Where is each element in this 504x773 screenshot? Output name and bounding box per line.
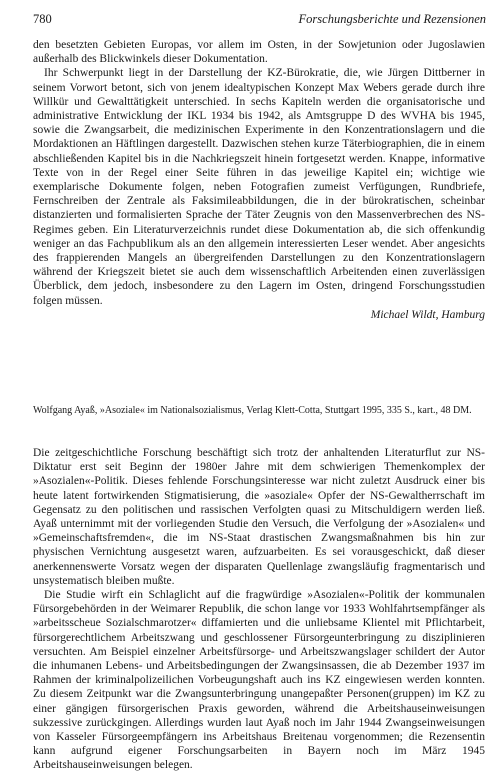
- review-wildt: [33, 38, 485, 322]
- review-ayass-paragraph-1: Die zeitgeschichtliche Forschung beschäftigt sich trotz der anhaltenden Literaturflut zur NS-Diktatur erst seit Beginn der 1980er Jahre mit dem schwierigen Themenkomplex der »Asozialen«-Politik. Dieses fehlende Forschungsinteresse war nicht zuletzt Ausdruck einer bis heute latent fortwirkenden Stigmatisierung, die »asoziale« Opfer der NS-Gewaltherrschaft im Gegensatz zu den politischen und rassischen Verfolgten quasi zu Mitschuldigern werden ließ. Ayaß unternimmt mit der vorliegenden Studie den Versuch, die Verfolgung der »Asozialen« und »Gemeinschaftsfremden«, die im NS-Staat drastischen Zwangsmaßnahmen bis hin zur physischen Vernichtung ausgesetzt waren, aufzuarbeiten. Es sei vorausgeschickt, daß dieser anerkennenswerte Vorsatz wegen der disparaten Quellenlage zwangsläufig fragmentarisch und unsystematisch bleiben mußte.: [33, 447, 485, 587]
- running-head: Forschungsberichte und Rezensionen: [298, 12, 486, 26]
- page-header: [33, 12, 486, 28]
- review-ayass-paragraph-2: Die Studie wirft ein Schlaglicht auf die fragwürdige »Asozialen«-Politik der kommunalen Fürsorgebehörden in der Weimarer Republik, die schon lange vor 1933 Wohlfahrtsempfänger als »arbeitsscheue Sozialschmarotzer« diffamierten und die unliebsame Klientel mit Pflichtarbeit, fürsorgerechtlichem Arbeitszwang und geschlossener Fürsorgeunterbringung zu disziplinieren versuchten. Am Beispiel einzelner Arbeitsfürsorge- und Arbeitszwangslager schildert der Autor die inhumanen Lebens- und Arbeitsbedingungen der Zwangsinsassen, die ab Dezember 1937 im Rahmen der kriminalpolizeilichen Vorbeugungshaft auch ins KZ eingewiesen werden konnten. Zu diesem Zeitpunkt war die Zwangsunterbringung unangepaßter Personen(gruppen) im KZ zu einer gängigen fürsorgerischen Praxis geworden, während die Arbeitshauseinweisungen sukzessive zurückgingen. Allerdings wurden laut Ayaß noch im Jahr 1944 Zwangseinweisungen von Kasseler Fürsorgeempfängern ins Arbeitshaus Breitenau vorgenommen; die Rezensentin kann aufgrund eigener Forschungsarbeiten in Bayern noch im März 1945 Arbeitshauseinweisungen belegen.: [33, 589, 485, 772]
- reviewer-signature: Michael Wildt, Hamburg: [370, 308, 485, 321]
- book-citation: Wolfgang Ayaß, »Asoziale« im Nationalsozialismus, Verlag Klett-Cotta, Stuttgart 1995, 335 S., kart., 48 DM.: [33, 405, 472, 416]
- review-wildt-paragraph-1: den besetzten Gebieten Europas, vor allem im Osten, in der Sowjetunion oder Jugoslawien außerhalb des Blickwinkels dieser Dokumentation.: [33, 39, 485, 66]
- page-number: 780: [33, 12, 52, 26]
- review-wildt-paragraph-2: Ihr Schwerpunkt liegt in der Darstellung der KZ-Bürokratie, die, wie Jürgen Dittberner in seinem Vorwort betont, sich von jenem idealtypischen Konzept Max Webers gerade durch ihre Willkür und Gewalttätigkeit unterschied. In sechs Kapiteln werden die organisatorische und administrative Entwicklung der IKL 1934 bis 1942, als Amtsgruppe D des WVHA bis 1945, sowie die Zwangsarbeit, die medizinischen Experimente in den Konzentrationslagern und die Mordaktionen an Häftlingen dargestellt. Dazwischen stehen kurze Täterbiographien, die in einem abschließenden Kapitel bis in die Nachkriegszeit hinein fortgesetzt werden. Knappe, informative Texte von in der Regel einer Seite führen in das jeweilige Kapitel ein; wichtige wie exemplarische Dokumente folgen, neben Fotografien zumeist Verfügungen, Rundbriefe, Fernschreiben der Zentrale als Faksimileabbildungen, die in der bürokratischen, scheinbar distanzierten und formalisierten Sprache der Täter Zeugnis von den Massenverbrechen des NS-Regimes geben. Ein Literaturverzeichnis rundet diese Dokumentation ab, die sich offenkundig weniger an das Fachpublikum als an den allgemein interessierten Leser wendet. Aber angesichts des frappierenden Mangels an übergreifenden Darstellungen zu den Konzentrationslagern während der Kriegszeit bietet sie auch dem wissenschaftlich Arbeitenden einen zuverlässigen Überblick, dem jedoch, insbesondere zu den Lagern im Osten, dringend Forschungsstudien folgen müssen.: [33, 67, 485, 307]
- review-ayass: [33, 446, 485, 773]
